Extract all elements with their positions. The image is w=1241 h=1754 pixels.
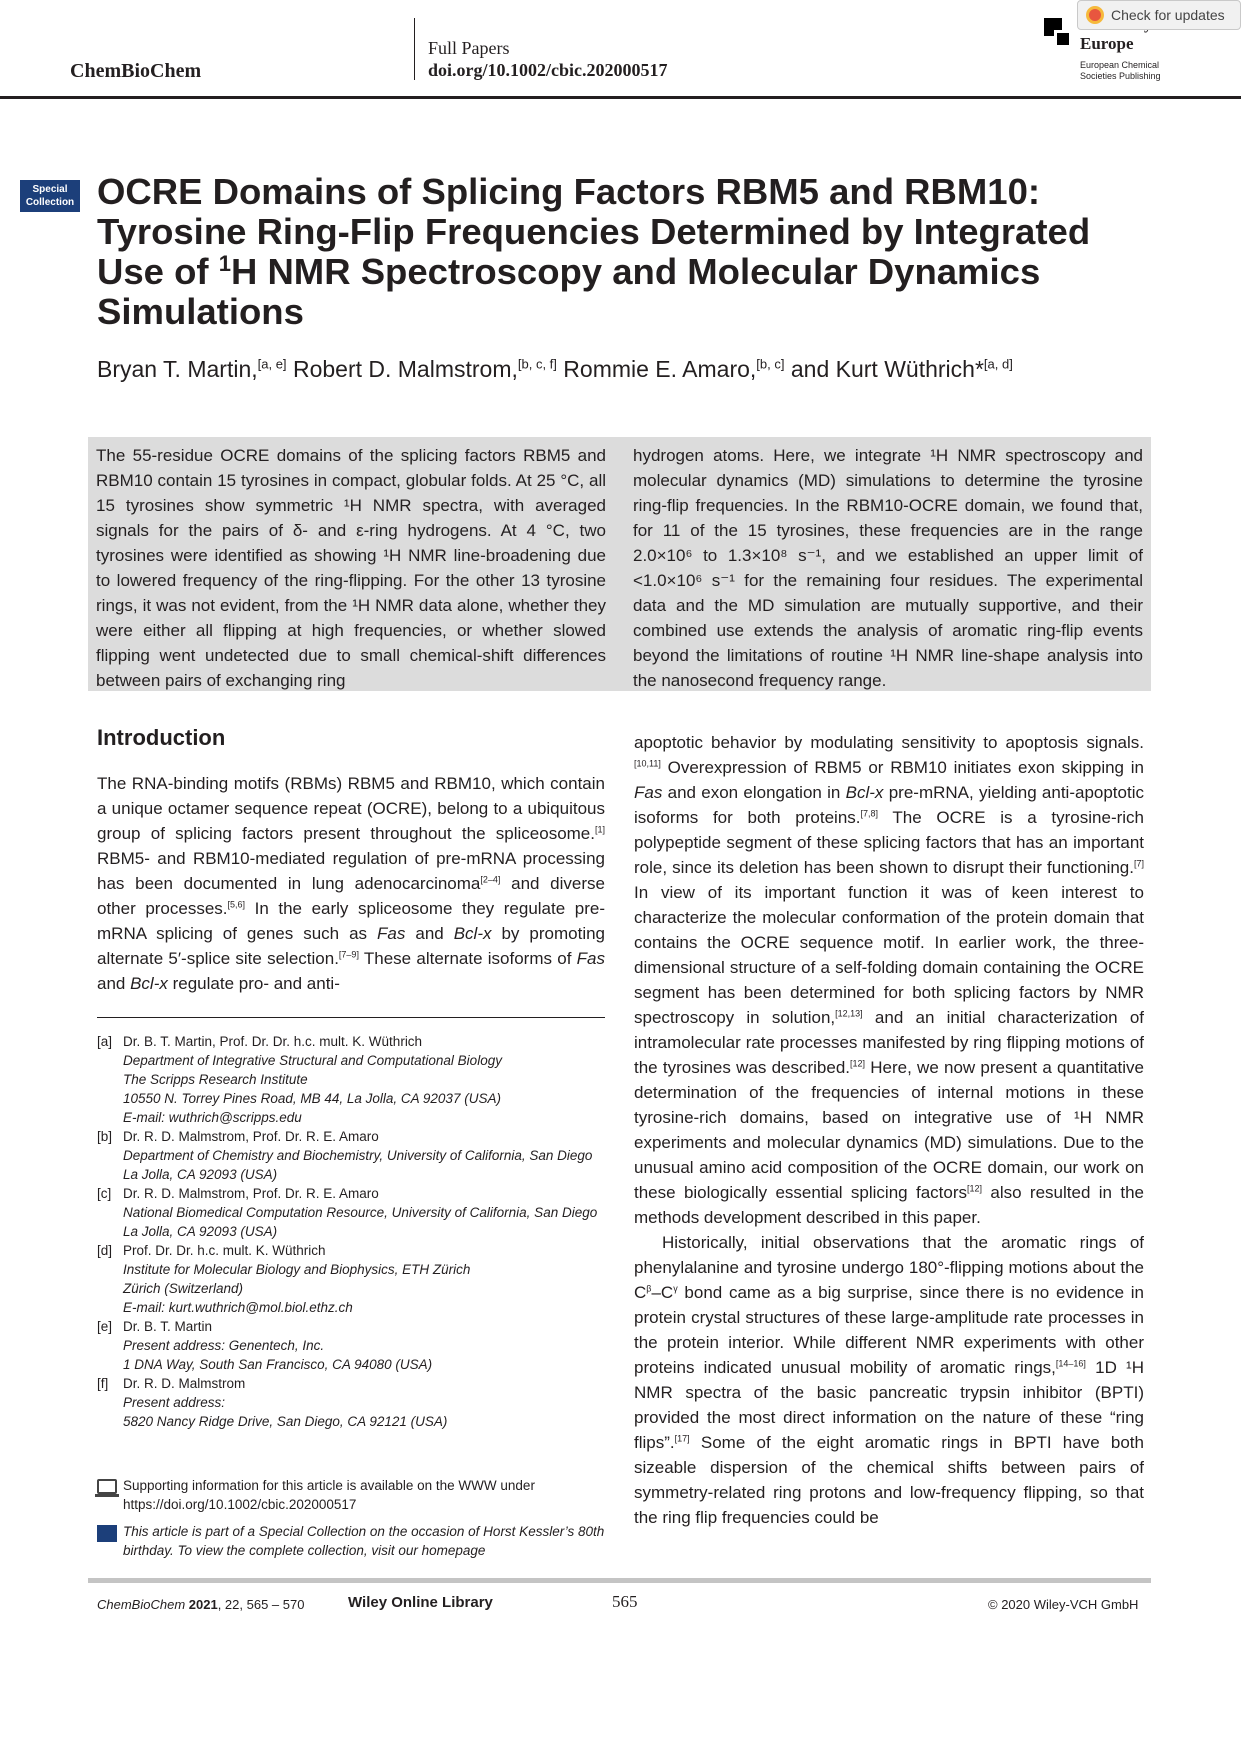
text-run: regulate pro- and anti- xyxy=(167,974,340,993)
special-collection-note xyxy=(97,1522,607,1560)
author-affiliation: [b, c, f] xyxy=(517,356,557,372)
special-collection-icon xyxy=(97,1525,117,1542)
badge-line2: Collection xyxy=(25,197,75,208)
citation-ref[interactable]: [12] xyxy=(850,1058,866,1069)
abstract-left-column: The 55-residue OCRE domains of the splicing factors RBM5 and RBM10 contain 15 tyrosines in compact, globular folds. At 25 °C, all 15 tyrosines show symmetric ¹H NMR spectra, with averaged signals for the pairs of δ- and ε-ring hydrogens. At 4 °C, two tyrosines were identified as showing ¹H NMR line-broadening due to lowered frequency of the ring-flipping. For the other 13 tyrosine rings, it was not evident, from the ¹H NMR data alone, whether they were either all flipping at high frequencies, or whether slowed flipping went undetected due to small chemical-shift differences between pairs of exchanging ring xyxy=(96,446,606,690)
affiliation-line: Present address: Genentech, Inc. xyxy=(123,1338,325,1353)
supporting-info-note[interactable] xyxy=(97,1476,607,1514)
text-run: and exon elongation in xyxy=(662,783,846,802)
affiliation-label: [a] xyxy=(97,1034,113,1049)
affiliation-item xyxy=(97,1032,607,1127)
affiliation-line: Zürich (Switzerland) xyxy=(123,1281,244,1296)
gene-name: Fas xyxy=(377,924,406,943)
citation-ref[interactable]: [14–16] xyxy=(1055,1358,1086,1369)
article-title xyxy=(97,172,1117,332)
text-run: These alternate isoforms of xyxy=(358,949,577,968)
section-type: Full Papers xyxy=(428,38,510,58)
gene-name: Fas xyxy=(576,949,605,968)
doi-link[interactable]: doi.org/10.1002/cbic.202000517 xyxy=(428,60,668,80)
text-run: The OCRE is a tyrosine-rich polypeptide segment of these splicing factors that has an important role, since its deletion has been shown to disrupt their functioning. xyxy=(634,808,1144,877)
title-line4: Simulations xyxy=(97,291,304,332)
author-affiliation: [a, e] xyxy=(257,356,287,372)
affiliation-names: Dr. B. T. Martin xyxy=(123,1319,213,1334)
author-name: Bryan T. Martin, xyxy=(97,356,258,382)
title-line3: Use of $^1$H NMR Spectroscopy and Molecular Dynamics xyxy=(97,250,1041,292)
affiliation-line: La Jolla, CA 92093 (USA) xyxy=(123,1224,278,1239)
affiliation-item xyxy=(97,1241,607,1317)
body-paragraph xyxy=(97,771,605,996)
affiliation-item xyxy=(97,1184,607,1241)
affiliation-names: Prof. Dr. Dr. h.c. mult. K. Wüthrich xyxy=(123,1243,326,1258)
affiliation-item xyxy=(97,1127,607,1184)
affiliation-line: La Jolla, CA 92093 (USA) xyxy=(123,1167,278,1182)
author-name: Robert D. Malmstrom, xyxy=(292,356,518,382)
badge-line1: Special xyxy=(32,184,68,195)
affiliation-item xyxy=(97,1374,607,1431)
text-run: bond came as a big surprise, since there is no evidence in protein crystal structures of these large-amplitude rate processes in the protein interior. While different NMR experiments with other proteins indicated unusual mobility of aromatic rings, xyxy=(634,1283,1144,1377)
text-run: also resulted in the methods development described in this paper. xyxy=(634,1183,1144,1227)
affiliation-line: National Biomedical Computation Resource, University of California, San Diego xyxy=(123,1205,598,1220)
abstract-box xyxy=(88,437,1151,691)
text-run: Here, we now present a quantitative determination of the frequencies of internal motions in these tyrosine-rich domains, based on integrative use of ¹H NMR experiments and molecular dynamics (MD) simulations. Due to the unusual amino acid composition of the OCRE domain, our work on these biologically essential splicing factors xyxy=(634,1058,1144,1202)
citation-ref[interactable]: [10,11] xyxy=(634,758,661,769)
computer-icon xyxy=(97,1479,117,1494)
text-run: RBM5- and RBM10-mediated regulation of pre-mRNA processing has been documented in lung adenocarcinoma xyxy=(97,849,605,893)
publisher-subtitle: European Chemical Societies Publishing xyxy=(1080,60,1161,81)
citation-ref[interactable]: [1] xyxy=(594,824,605,835)
text-run: and diverse other processes. xyxy=(97,874,605,918)
text-run: Some of the eight aromatic rings in BPTI have both sizeable dispersion of the chemical shifts between pairs of symmetry-related ring protons and low-frequency flipping, so that the ring flip frequencies could be xyxy=(634,1433,1144,1527)
special-collection-text: This article is part of a Special Collection on the occasion of Horst Kessler’s 80th birthday. To view the complete collection, visit our homepage xyxy=(123,1524,605,1558)
text-run: 1D ¹H NMR spectra of the basic pancreatic trypsin inhibitor (BPTI) provided the most direct information on the nature of these “ring flips”. xyxy=(634,1358,1144,1452)
text-run: apoptotic behavior by modulating sensitivity to apoptosis signals. xyxy=(634,733,1144,752)
author-name: and Kurt Wüthrich* xyxy=(790,356,984,382)
affiliation-names: Dr. B. T. Martin, Prof. Dr. Dr. h.c. mult. K. Wüthrich xyxy=(123,1034,423,1049)
header-divider xyxy=(414,18,415,80)
journal-name: ChemBioChem xyxy=(70,60,202,82)
gene-name: Bcl-x xyxy=(130,974,168,993)
check-updates-label: Check for updates xyxy=(1111,7,1225,23)
body-right-column xyxy=(634,730,1144,1530)
header-rule xyxy=(0,96,1241,99)
affiliation-names: Dr. R. D. Malmstrom, Prof. Dr. R. E. Amaro xyxy=(123,1129,379,1144)
affiliation-names: Dr. R. D. Malmstrom xyxy=(123,1376,246,1391)
affiliation-line: The Scripps Research Institute xyxy=(123,1072,308,1087)
affiliations xyxy=(97,1032,607,1431)
abstract-right-column: hydrogen atoms. Here, we integrate ¹H NMR spectroscopy and molecular dynamics (MD) simulations to determine the tyrosine ring-flip frequencies. In the RBM10-OCRE domain, we found that, for 11 of the 15 tyrosines, these frequencies are in the range 2.0×10⁶ to 1.3×10⁸ s⁻¹, and we established an upper limit of <1.0×10⁶ s⁻¹ for the remaining four residues. The experimental data and the MD simulation are mutually supportive, and their combined use extends the analysis of aromatic ring-flip events beyond the limitations of routine ¹H NMR line-shape analysis into the nanosecond frequency range. xyxy=(633,446,1143,690)
wiley-online-library[interactable]: Wiley Online Library xyxy=(348,1594,493,1611)
author-name: Rommie E. Amaro, xyxy=(563,356,757,382)
text-run: –C xyxy=(651,1283,674,1302)
affiliation-line: Department of Integrative Structural and Computational Biology xyxy=(123,1053,502,1068)
citation-ref[interactable]: [12,13] xyxy=(835,1008,863,1019)
special-collection-badge[interactable] xyxy=(20,180,80,212)
footnote-rule xyxy=(97,1017,605,1018)
text-run: In the early spliceosome they regulate pre-mRNA splicing of genes such as xyxy=(97,899,605,943)
citation-ref[interactable]: [7,8] xyxy=(860,808,879,819)
affiliation-label: [b] xyxy=(97,1129,113,1144)
text-run: The RNA-binding motifs (RBMs) RBM5 and RBM10, which contain a unique octamer sequence repeat (OCRE), belong to a ubiquitous group of splicing factors present throughout the spliceosome. xyxy=(97,774,605,843)
affiliation-label: [c] xyxy=(97,1186,112,1201)
author-affiliation: [b, c] xyxy=(756,356,785,372)
chemistry-europe-logo xyxy=(1044,18,1074,48)
affiliation-line: 5820 Nancy Ridge Drive, San Diego, CA 92121 (USA) xyxy=(123,1414,448,1429)
citation-ref[interactable]: [5,6] xyxy=(227,899,246,910)
page-number: 565 xyxy=(612,1592,638,1611)
text-run: pre-mRNA, yielding anti-apoptotic isoforms for both proteins. xyxy=(634,783,1144,827)
author-list xyxy=(97,354,1137,384)
affiliation-line[interactable]: E-mail: kurt.wuthrich@mol.biol.ethz.ch xyxy=(123,1300,353,1315)
title-line1: OCRE Domains of Splicing Factors RBM5 and RBM10: xyxy=(97,171,1041,212)
affiliation-item xyxy=(97,1317,607,1374)
publisher-name: Europe xyxy=(1080,34,1134,53)
affiliation-line: Present address: xyxy=(123,1395,226,1410)
gene-name: Bcl-x xyxy=(453,924,492,943)
text-run: and xyxy=(405,924,454,943)
title-line2: Tyrosine Ring-Flip Frequencies Determined by Integrated xyxy=(97,211,1091,252)
check-updates-button[interactable] xyxy=(1077,0,1241,30)
affiliation-names: Dr. R. D. Malmstrom, Prof. Dr. R. E. Amaro xyxy=(123,1186,379,1201)
footer-citation: ChemBioChem 2021, 22, 565 – 570 xyxy=(97,1597,305,1612)
copyright: © 2020 Wiley-VCH GmbH xyxy=(988,1597,1139,1612)
affiliation-line: 10550 N. Torrey Pines Road, MB 44, La Jolla, CA 92037 (USA) xyxy=(123,1091,501,1106)
supporting-info-text: Supporting information for this article is available on the WWW under https://doi.org/10.1002/cbic.202000517 xyxy=(123,1478,535,1512)
affiliation-line: 1 DNA Way, South San Francisco, CA 94080 (USA) xyxy=(123,1357,433,1372)
body-left-column xyxy=(97,725,605,996)
affiliation-label: [d] xyxy=(97,1243,113,1258)
affiliation-line: Department of Chemistry and Biochemistry, University of California, San Diego xyxy=(123,1148,593,1163)
body-paragraph xyxy=(634,730,1144,1530)
text-run: by promoting alternate 5′-splice site selection. xyxy=(97,924,606,968)
author-affiliation: [a, d] xyxy=(983,356,1013,372)
gene-name: Fas xyxy=(634,783,663,802)
section-heading: Introduction xyxy=(97,725,226,750)
text-run: and xyxy=(97,974,131,993)
citation-ref[interactable]: [12] xyxy=(967,1183,983,1194)
crossmark-icon xyxy=(1086,6,1104,24)
gene-name: Bcl-x xyxy=(845,783,884,802)
page-header xyxy=(0,0,1241,100)
citation-ref[interactable]: [2–4] xyxy=(480,874,501,885)
affiliation-label: [f] xyxy=(97,1376,109,1391)
text-run: Historically, initial observations that the aromatic rings of phenylalanine and tyrosine undergo 180°-flipping motions about the C xyxy=(634,1233,1144,1302)
atom-label: β xyxy=(646,1283,652,1294)
citation-ref[interactable]: [7] xyxy=(1133,858,1144,869)
text-run: In view of its important function it was of keen interest to characterize the molecular conformation of the protein domain that contains the OCRE sequence motif. In earlier work, the three-dimensional structure of a self-folding domain containing the OCRE segment has been determined for both splicing factors by NMR spectroscopy in solution, xyxy=(634,883,1144,1027)
footer-rule xyxy=(88,1578,1151,1583)
citation-ref[interactable]: [17] xyxy=(674,1433,690,1444)
affiliation-line[interactable]: E-mail: wuthrich@scripps.edu xyxy=(123,1110,302,1125)
text-run: and an initial characterization of intramolecular rate processes manifested by ring flipping motions of the tyrosines was described. xyxy=(634,1008,1144,1077)
affiliation-line: Institute for Molecular Biology and Biophysics, ETH Zürich xyxy=(123,1262,471,1277)
citation-ref[interactable]: [7–9] xyxy=(338,949,359,960)
affiliation-label: [e] xyxy=(97,1319,113,1334)
text-run: Overexpression of RBM5 or RBM10 initiates exon skipping in xyxy=(660,758,1144,777)
atom-label: γ xyxy=(673,1283,678,1294)
